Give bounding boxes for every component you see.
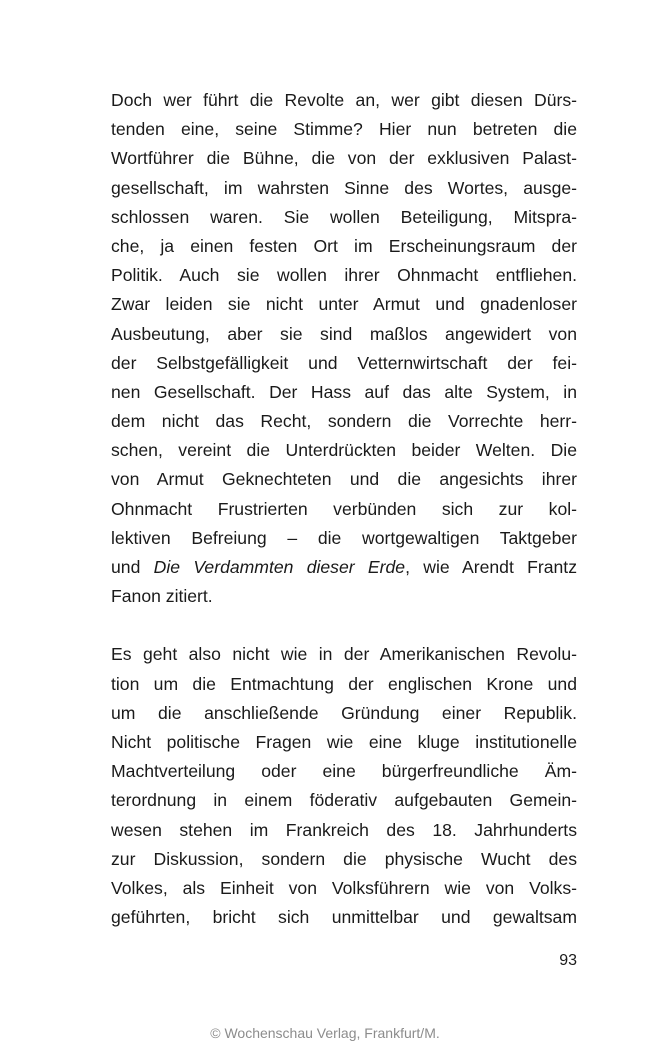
text-line: Volkes, als Einheit von Volksführern wie von Volks- (111, 877, 577, 898)
book-title: Die Verdammten dieser Erde (153, 557, 406, 577)
text-line: gesellschaft, im wahrsten Sinne des Wortes, ausge- (111, 177, 577, 198)
text-line: Wortführer die Bühne, die von der exklusiven Palast- (111, 148, 577, 169)
text-line: Doch wer führt die Revolte an, wer gibt diesen Dürs- (111, 90, 577, 110)
text-line: tenden eine, seine Stimme? Hier nun betreten die (111, 119, 577, 140)
text-line: schen, vereint die Unterdrückten beider Welten. Die (111, 440, 577, 461)
text-line: von Armut Geknechteten und die angesichts ihrer (111, 469, 577, 490)
paragraph (111, 86, 577, 611)
body-text (111, 86, 577, 932)
text-line-with-title (111, 553, 577, 582)
text-segment: , wie Arendt Frantz (405, 557, 577, 577)
copyright-footer: © Wochenschau Verlag, Frankfurt/M. (210, 1025, 440, 1041)
text-line: Nicht politische Fragen wie eine kluge institutionelle (111, 731, 577, 752)
text-line: schlossen waren. Sie wollen Beteiligung, Mitspra- (111, 206, 577, 227)
text-line: geführten, bricht sich unmittelbar und gewaltsam (111, 907, 577, 928)
text-line: Zwar leiden sie nicht unter Armut und gnadenloser (111, 294, 577, 315)
text-line: Machtverteilung oder eine bürgerfreundliche Äm- (111, 761, 577, 782)
text-line: der Selbstgefälligkeit und Vetternwirtschaft der fei- (111, 352, 577, 373)
text-line: wesen stehen im Frankreich des 18. Jahrhunderts (111, 819, 577, 840)
text-line: Ausbeutung, aber sie sind maßlos angewidert von (111, 323, 577, 344)
text-line: terordnung in einem föderativ aufgebauten Gemein- (111, 790, 577, 811)
paragraph (111, 640, 577, 932)
text-line: Ohnmacht Frustrierten verbünden sich zur kol- (111, 498, 577, 519)
text-line: um die anschließende Gründung einer Republik. (111, 702, 577, 723)
paragraph-gap (111, 611, 577, 640)
text-line: che, ja einen festen Ort im Erscheinungsraum der (111, 235, 577, 256)
page-number: 93 (559, 952, 577, 969)
text-line: Fanon zitiert. (111, 586, 213, 607)
text-line: lektiven Befreiung – die wortgewaltigen Taktgeber (111, 527, 577, 548)
text-line: Es geht also nicht wie in der Amerikanischen Revolu- (111, 644, 577, 665)
text-line: tion um die Entmachtung der englischen Krone und (111, 673, 577, 694)
text-line: dem nicht das Recht, sondern die Vorrechte herr- (111, 411, 577, 432)
text-line: nen Gesellschaft. Der Hass auf das alte System, in (111, 381, 577, 402)
text-line: zur Diskussion, sondern die physische Wucht des (111, 848, 577, 869)
text-segment: und (111, 557, 154, 577)
text-line: Politik. Auch sie wollen ihrer Ohnmacht entfliehen. (111, 265, 577, 286)
